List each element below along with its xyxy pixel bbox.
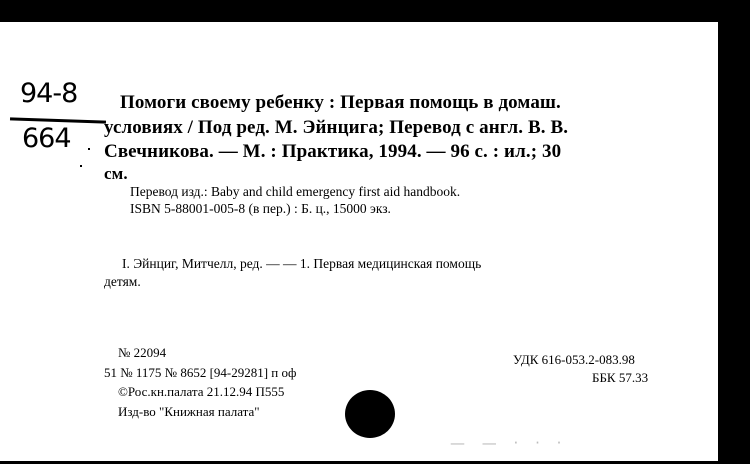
- order-line: 51 № 1175 № 8652 [94-29281] п оф: [104, 365, 297, 380]
- scan-border-top: [0, 0, 750, 22]
- shelfmark-line-2: 664: [22, 123, 71, 154]
- speck: [88, 148, 90, 150]
- card-number: № 22094: [118, 345, 167, 360]
- isbn-note: ISBN 5-88001-005-8 (в пер.) : Б. ц., 15000 экз.: [130, 201, 391, 216]
- scan-border-right: [718, 0, 750, 461]
- entry-line-2: условиях / Под ред. М. Эйнцига; Перевод с англ. В. В.: [104, 117, 569, 138]
- entry-line-4: см.: [104, 164, 128, 183]
- punch-hole: [345, 390, 395, 438]
- entry-line-3: Свечникова. — М. : Практика, 1994. — 96 с. : ил.; 30: [104, 141, 562, 162]
- tracing-line-1: I. Эйнциг, Митчелл, ред. — — 1. Первая медицинская помощь: [122, 256, 482, 271]
- shelfmark-line-1: 94-8: [20, 78, 78, 109]
- catalog-card: [0, 22, 718, 461]
- scan-noise: — — · · ·: [450, 434, 568, 452]
- publisher-line: Изд-во "Книжная палата": [118, 404, 260, 419]
- udk-code: УДК 616-053.2-083.98: [513, 352, 635, 367]
- copyright-line: ©Рос.кн.палата 21.12.94 П555: [118, 384, 285, 399]
- translation-note: Перевод изд.: Baby and child emergency first aid handbook.: [130, 184, 461, 199]
- speck: [80, 165, 82, 167]
- entry-line-1: Помоги своему ребенку : Первая помощь в домаш.: [120, 92, 561, 113]
- tracing-line-2: детям.: [104, 274, 141, 289]
- bbk-code: ББК 57.33: [592, 370, 649, 385]
